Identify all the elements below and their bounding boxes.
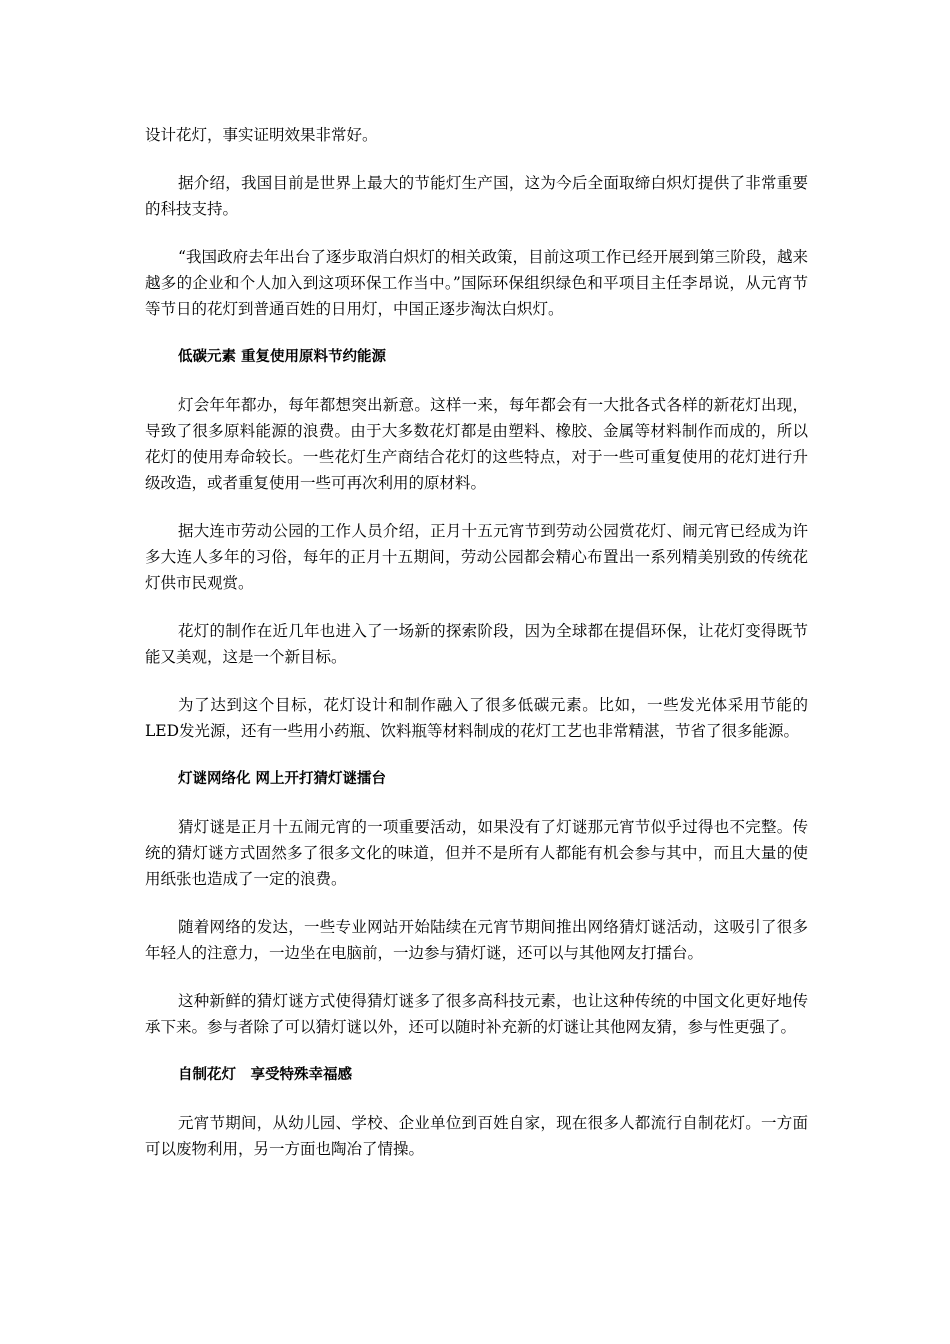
paragraph-8: 猜灯谜是正月十五闹元宵的一项重要活动，如果没有了灯谜那元宵节似乎过得也不完整。传统的猜灯谜方式固然多了很多文化的味道，但并不是所有人都能有机会参与其中，而且大量的使用纸张也造成了一定的浪费。 bbox=[145, 818, 808, 888]
paragraph-6: 花灯的制作在近几年也进入了一场新的探索阶段，因为全球都在提倡环保，让花灯变得既节能又美观，这是一个新目标。 bbox=[145, 622, 808, 666]
paragraph-10: 这种新鲜的猜灯谜方式使得猜灯谜多了很多高科技元素，也让这种传统的中国文化更好地传承下来。参与者除了可以猜灯谜以外，还可以随时补充新的灯谜让其他网友猜，参与性更强了。 bbox=[145, 992, 808, 1036]
paragraph-4: 灯会年年都办，每年都想突出新意。这样一来，每年都会有一大批各式各样的新花灯出现，导致了很多原料能源的浪费。由于大多数花灯都是由塑料、橡胶、金属等材料制作而成的，所以花灯的使用寿命较长。一些花灯生产商结合花灯的这些特点，对于一些可重复使用的花灯进行升级改造，或者重复使用一些可再次利用的原材料。 bbox=[145, 396, 808, 492]
paragraph-9: 随着网络的发达，一些专业网站开始陆续在元宵节期间推出网络猜灯谜活动，这吸引了很多年轻人的注意力，一边坐在电脑前，一边参与猜灯谜，还可以与其他网友打擂台。 bbox=[145, 918, 808, 962]
paragraph-7: 为了达到这个目标，花灯设计和制作融入了很多低碳元素。比如，一些发光体采用节能的LED发光源，还有一些用小药瓶、饮料瓶等材料制成的花灯工艺也非常精湛，节省了很多能源。 bbox=[145, 696, 808, 740]
paragraph-11: 元宵节期间，从幼儿园、学校、企业单位到百姓自家，现在很多人都流行自制花灯。一方面可以废物利用，另一方面也陶冶了情操。 bbox=[145, 1114, 808, 1158]
paragraph-1: 设计花灯，事实证明效果非常好。 bbox=[145, 126, 378, 144]
section-heading-homemade-lanterns: 自制花灯 享受特殊幸福感 bbox=[178, 1067, 352, 1083]
document-page bbox=[145, 122, 808, 1184]
paragraph-2: 据介绍，我国目前是世界上最大的节能灯生产国，这为今后全面取缔白炽灯提供了非常重要的科技支持。 bbox=[145, 174, 808, 218]
paragraph-5: 据大连市劳动公园的工作人员介绍，正月十五元宵节到劳动公园赏花灯、闹元宵已经成为许多大连人多年的习俗，每年的正月十五期间，劳动公园都会精心布置出一系列精美别致的传统花灯供市民观赏。 bbox=[145, 522, 808, 592]
section-heading-low-carbon: 低碳元素 重复使用原料节约能源 bbox=[178, 349, 387, 365]
section-heading-online-riddles: 灯谜网络化 网上开打猜灯谜擂台 bbox=[178, 771, 387, 787]
paragraph-3: “我国政府去年出台了逐步取消白炽灯的相关政策，目前这项工作已经开展到第三阶段，越来越多的企业和个人加入到这项环保工作当中。”国际环保组织绿色和平项目主任李昂说，从元宵节等节日的花灯到普通百姓的日用灯，中国正逐步淘汰白炽灯。 bbox=[145, 248, 808, 318]
